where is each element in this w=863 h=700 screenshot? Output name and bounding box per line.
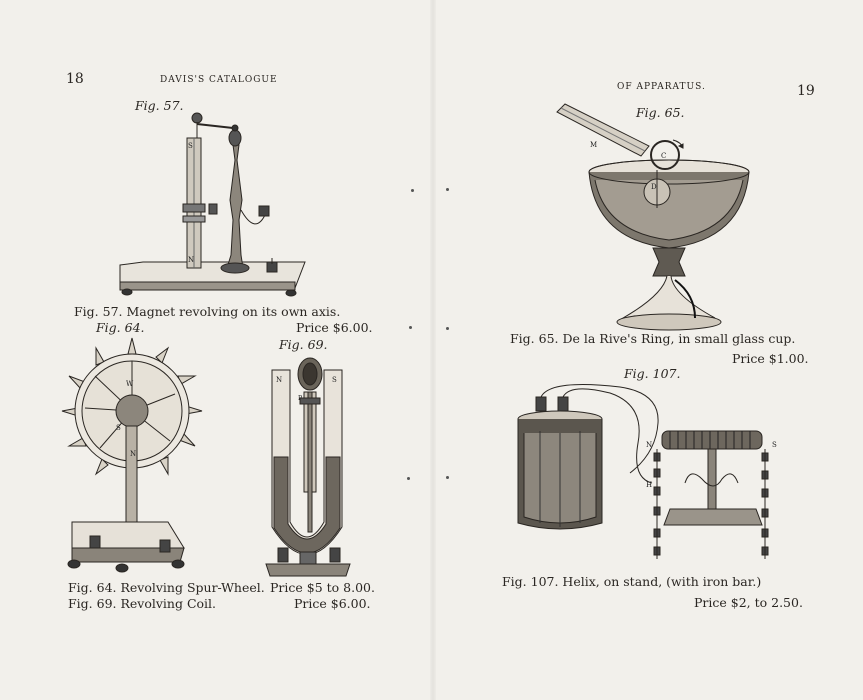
fig107-label: Fig. 107.	[624, 366, 681, 381]
fig69-caption: Fig. 69. Revolving Coil.	[68, 596, 217, 611]
fig107-letter-n: N	[646, 441, 653, 449]
left-running-header: DAVIS'S CATALOGUE	[160, 75, 278, 85]
fig69-letter-p: P	[298, 395, 303, 402]
fig64-letter-s: S	[116, 424, 121, 432]
fig65-de-la-rive-ring-illustration	[555, 100, 760, 335]
fig57-label: Fig. 57.	[135, 98, 184, 113]
fig65-label: Fig. 65.	[636, 105, 685, 120]
fig65-letter-d: D	[651, 183, 657, 191]
fig107-letter-h: H	[646, 481, 653, 489]
fig64-caption: Fig. 64. Revolving Spur-Wheel.	[68, 580, 265, 595]
fig57-caption: Fig. 57. Magnet revolving on its own axis.	[74, 304, 341, 319]
fig64-letter-w: W	[126, 380, 134, 388]
fig65-price: Price $1.00.	[732, 351, 809, 366]
print-dot	[446, 476, 449, 479]
left-page-number: 18	[66, 71, 84, 87]
fig69-letter-s: S	[332, 376, 337, 384]
fig64-price: Price $5 to 8.00.	[270, 580, 375, 595]
print-dot	[409, 326, 412, 329]
print-dot	[446, 188, 449, 191]
print-dot	[446, 327, 449, 330]
fig107-helix-illustration	[510, 383, 800, 568]
fig64-label: Fig. 64.	[96, 320, 145, 335]
fig107-caption: Fig. 107. Helix, on stand, (with iron bar.)	[502, 574, 762, 589]
fig64-letter-n: N	[130, 450, 137, 458]
print-dot	[411, 189, 414, 192]
fig65-letter-c: C	[661, 152, 667, 160]
fig57-letter-n: N	[188, 256, 195, 264]
fig57-letter-s: S	[188, 142, 193, 150]
fig107-price: Price $2, to 2.50.	[694, 595, 803, 610]
print-dot	[407, 477, 410, 480]
fig65-letter-m: M	[590, 141, 598, 149]
fig64-spur-wheel-illustration	[60, 336, 205, 576]
fig57-price: Price $6.00.	[296, 320, 373, 335]
fig69-label: Fig. 69.	[279, 337, 328, 352]
fig69-price: Price $6.00.	[294, 596, 371, 611]
page-fold	[430, 0, 436, 700]
fig57-magnet-illustration	[115, 100, 310, 310]
right-running-header: OF APPARATUS.	[617, 82, 706, 92]
fig107-letter-s: S	[772, 441, 777, 449]
right-page-number: 19	[797, 83, 815, 99]
fig69-letter-n: N	[276, 376, 283, 384]
fig69-revolving-coil-illustration	[260, 352, 355, 582]
fig65-caption: Fig. 65. De la Rive's Ring, in small glass cup.	[510, 331, 796, 346]
